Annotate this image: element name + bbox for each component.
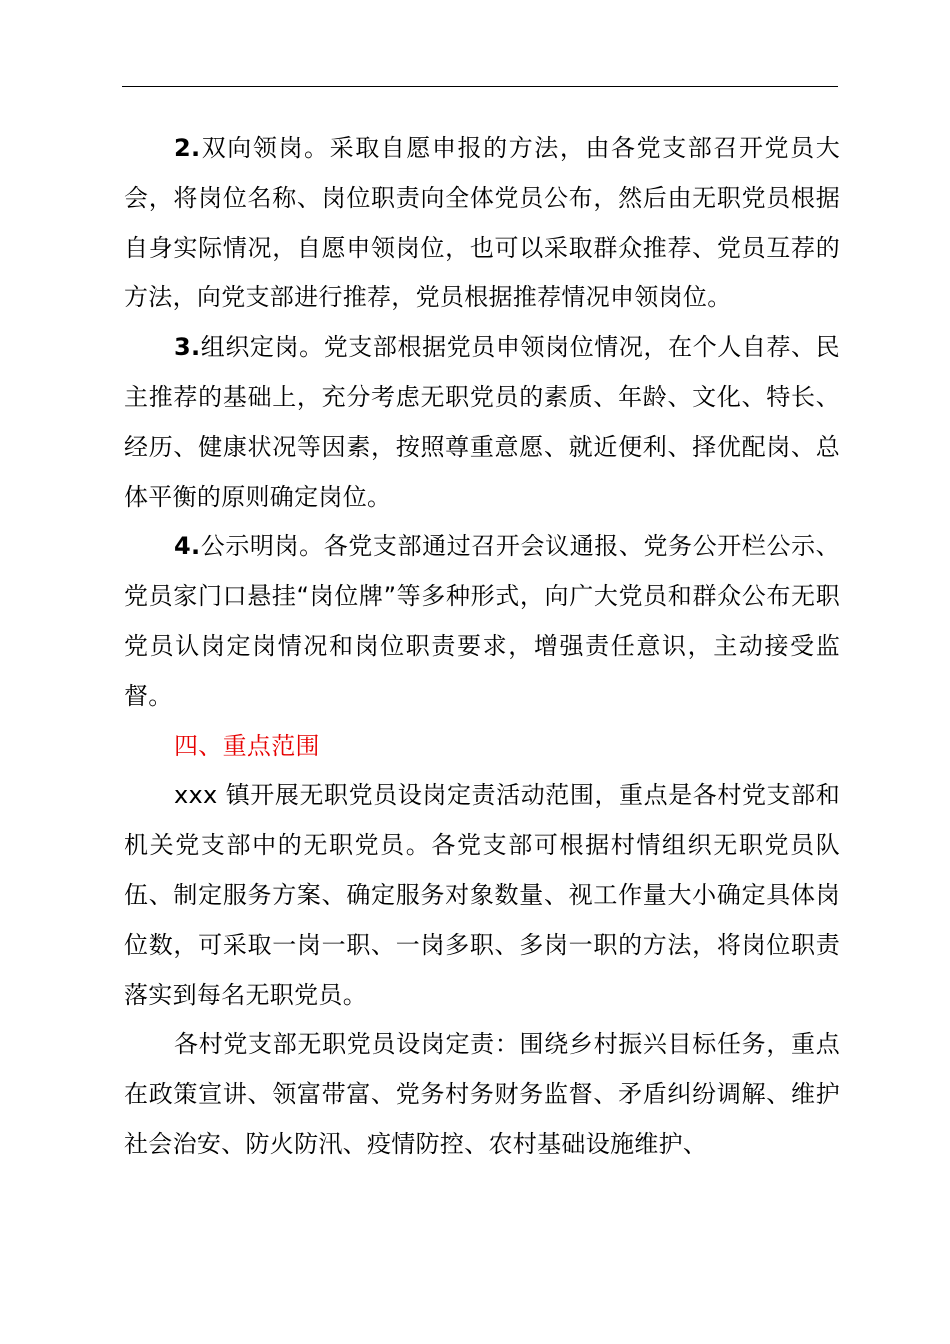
paragraph-organize-post bbox=[124, 323, 840, 522]
section-heading: 四、重点范围 bbox=[174, 731, 320, 760]
paragraph-publicize-post bbox=[124, 522, 840, 721]
paragraph-village-duties: 各村党支部无职党员设岗定责：围绕乡村振兴目标任务，重点在政策宣讲、领富带富、党务村务财务监督、矛盾纠纷调解、维护社会治安、防火防汛、疫情防控、农村基础设施维护、 bbox=[124, 1030, 840, 1158]
paragraph-number: 2. bbox=[174, 134, 201, 162]
paragraph-text: 双向领岗。采取自愿申报的方法，由各党支部召开党员大会，将岗位名称、岗位职责向全体党员公布，然后由无职党员根据自身实际情况，自愿申领岗位，也可以采取群众推荐、党员互荐的方法，向党支部进行推荐，党员根据推荐情况申领岗位。 bbox=[124, 134, 840, 312]
paragraph-scope: xxx 镇开展无职党员设岗定责活动范围，重点是各村党支部和机关党支部中的无职党员。各党支部可根据村情组织无职党员队伍、制定服务方案、确定服务对象数量、视工作量大小确定具体岗位数，可采取一岗一职、一岗多职、多岗一职的方法，将岗位职责落实到每名无职党员。 bbox=[124, 781, 840, 1009]
paragraph-number: 3. bbox=[174, 333, 201, 362]
paragraph-two-way-post bbox=[124, 124, 840, 323]
paragraph-number: 4. bbox=[174, 532, 201, 561]
header-rule bbox=[122, 86, 838, 87]
document-body bbox=[124, 124, 840, 1170]
paragraph-text: 公示明岗。各党支部通过召开会议通报、党务公开栏公示、党员家门口悬挂“岗位牌”等多种形式，向广大党员和群众公布无职党员认岗定岗情况和岗位职责要求，增强责任意识，主动接受监督。 bbox=[124, 532, 840, 710]
paragraph-text: 组织定岗。党支部根据党员申领岗位情况，在个人自荐、民主推荐的基础上，充分考虑无职党员的素质、年龄、文化、特长、经历、健康状况等因素，按照尊重意愿、就近便利、择优配岗、总体平衡的原则确定岗位。 bbox=[124, 333, 840, 511]
